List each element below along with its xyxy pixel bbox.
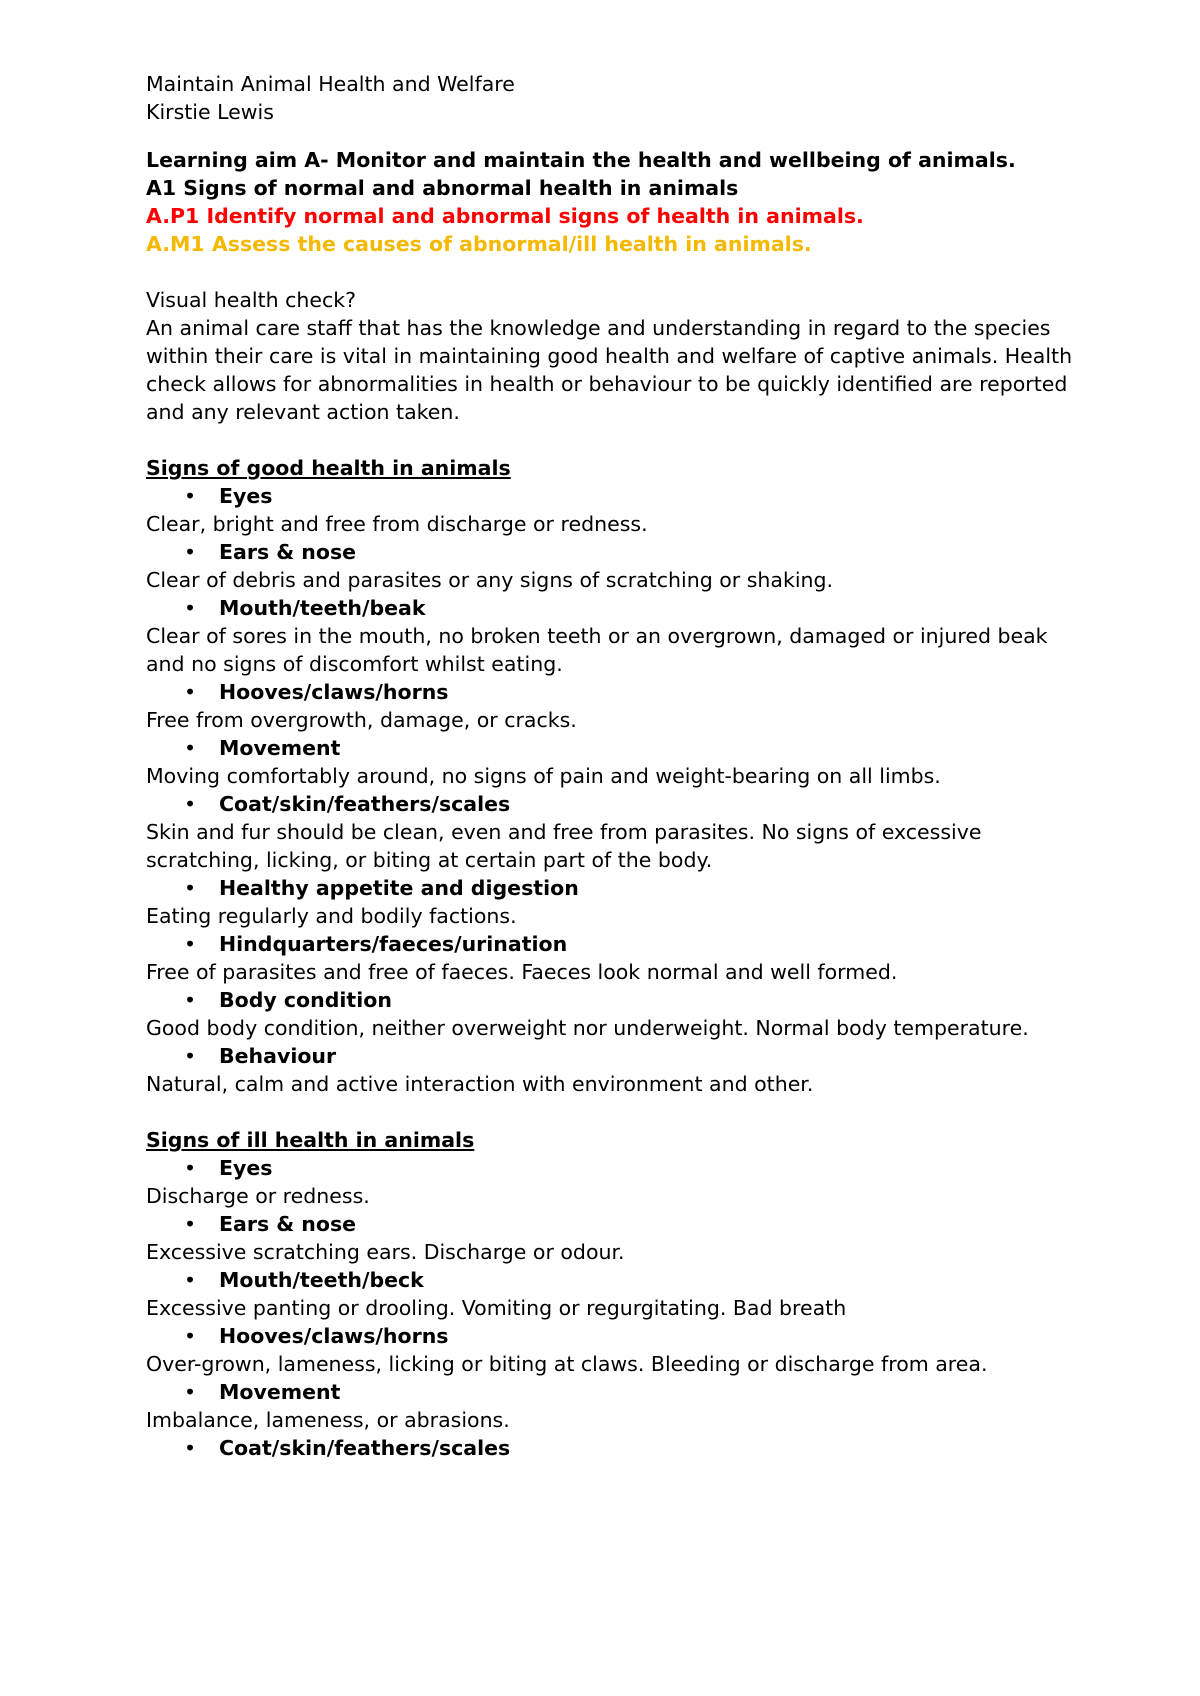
item-text: Eating regularly and bodily factions. [146,904,517,928]
item-label: Ears & nose [219,540,357,564]
intro-paragraph: An animal care staff that has the knowledge and understanding in regard to the species within their care is vital in maintaining good health and welfare of captive animals. Health check allows for abnormalities in health or behaviour to be quickly identified are reported and any relevant action taken. [146,316,1073,424]
item-text: Excessive panting or drooling. Vomiting or regurgitating. Bad breath [146,1296,847,1320]
item-text: Free of parasites and free of faeces. Faeces look normal and well formed. [146,960,898,984]
list-item [146,538,1076,594]
item-text: Discharge or redness. [146,1184,370,1208]
item-label: Body condition [219,988,392,1012]
item-label: Hindquarters/faeces/urination [219,932,568,956]
spacer [146,1098,1076,1126]
list-item [146,1154,1076,1210]
item-label: Healthy appetite and digestion [219,876,579,900]
list-item [146,790,1076,874]
bullet-icon: • [184,680,197,704]
item-text: Excessive scratching ears. Discharge or odour. [146,1240,625,1264]
bullet-icon: • [184,736,197,760]
list-item [146,1434,1076,1462]
item-text: Over-grown, lameness, licking or biting at claws. Bleeding or discharge from area. [146,1352,988,1376]
item-label: Movement [219,736,341,760]
list-item [146,1042,1076,1098]
item-label: Movement [219,1380,341,1404]
spacer [146,258,1076,286]
item-text: Clear, bright and free from discharge or redness. [146,512,648,536]
bullet-icon: • [184,1436,197,1460]
list-item [146,1266,1076,1322]
bullet-icon: • [184,596,197,620]
good-health-list [146,482,1076,1098]
item-label: Eyes [219,1156,273,1180]
list-item [146,678,1076,734]
item-text: Moving comfortably around, no signs of pain and weight-bearing on all limbs. [146,764,941,788]
item-label: Mouth/teeth/beak [219,596,426,620]
spacer [146,426,1076,454]
am1-criterion: A.M1 Assess the causes of abnormal/ill health in animals. [146,232,812,256]
item-label: Ears & nose [219,1212,357,1236]
bullet-icon: • [184,876,197,900]
item-text: Imbalance, lameness, or abrasions. [146,1408,510,1432]
bullet-icon: • [184,988,197,1012]
good-health-heading: Signs of good health in animals [146,456,511,480]
bullet-icon: • [184,1380,197,1404]
document-title: Maintain Animal Health and Welfare [146,72,515,96]
bullet-icon: • [184,1324,197,1348]
a1-heading: A1 Signs of normal and abnormal health in animals [146,176,739,200]
item-label: Hooves/claws/horns [219,1324,449,1348]
item-label: Eyes [219,484,273,508]
item-label: Coat/skin/feathers/scales [219,792,511,816]
bullet-icon: • [184,1268,197,1292]
list-item [146,1378,1076,1434]
list-item [146,1210,1076,1266]
document-page [146,70,1076,1462]
list-item [146,594,1076,678]
author-name: Kirstie Lewis [146,100,274,124]
list-item [146,986,1076,1042]
ap1-criterion: A.P1 Identify normal and abnormal signs of health in animals. [146,204,864,228]
item-text: Free from overgrowth, damage, or cracks. [146,708,577,732]
list-item [146,734,1076,790]
ill-health-list [146,1154,1076,1462]
item-text: Skin and fur should be clean, even and free from parasites. No signs of excessive scratching, licking, or biting at certain part of the body. [146,820,982,872]
item-label: Coat/skin/feathers/scales [219,1436,511,1460]
bullet-icon: • [184,792,197,816]
list-item [146,1322,1076,1378]
bullet-icon: • [184,932,197,956]
intro-question: Visual health check? [146,288,357,312]
ill-health-heading: Signs of ill health in animals [146,1128,475,1152]
bullet-icon: • [184,1212,197,1236]
bullet-icon: • [184,1156,197,1180]
item-label: Hooves/claws/horns [219,680,449,704]
item-text: Good body condition, neither overweight nor underweight. Normal body temperature. [146,1016,1029,1040]
list-item [146,874,1076,930]
list-item [146,482,1076,538]
list-item [146,930,1076,986]
learning-aim-heading: Learning aim A- Monitor and maintain the health and wellbeing of animals. [146,148,1016,172]
item-text: Clear of sores in the mouth, no broken teeth or an overgrown, damaged or injured beak and no signs of discomfort whilst eating. [146,624,1048,676]
item-text: Natural, calm and active interaction with environment and other. [146,1072,814,1096]
learning-aim-block [146,146,1076,258]
bullet-icon: • [184,540,197,564]
bullet-icon: • [184,1044,197,1068]
item-label: Behaviour [219,1044,337,1068]
item-label: Mouth/teeth/beck [219,1268,424,1292]
item-text: Clear of debris and parasites or any signs of scratching or shaking. [146,568,834,592]
bullet-icon: • [184,484,197,508]
